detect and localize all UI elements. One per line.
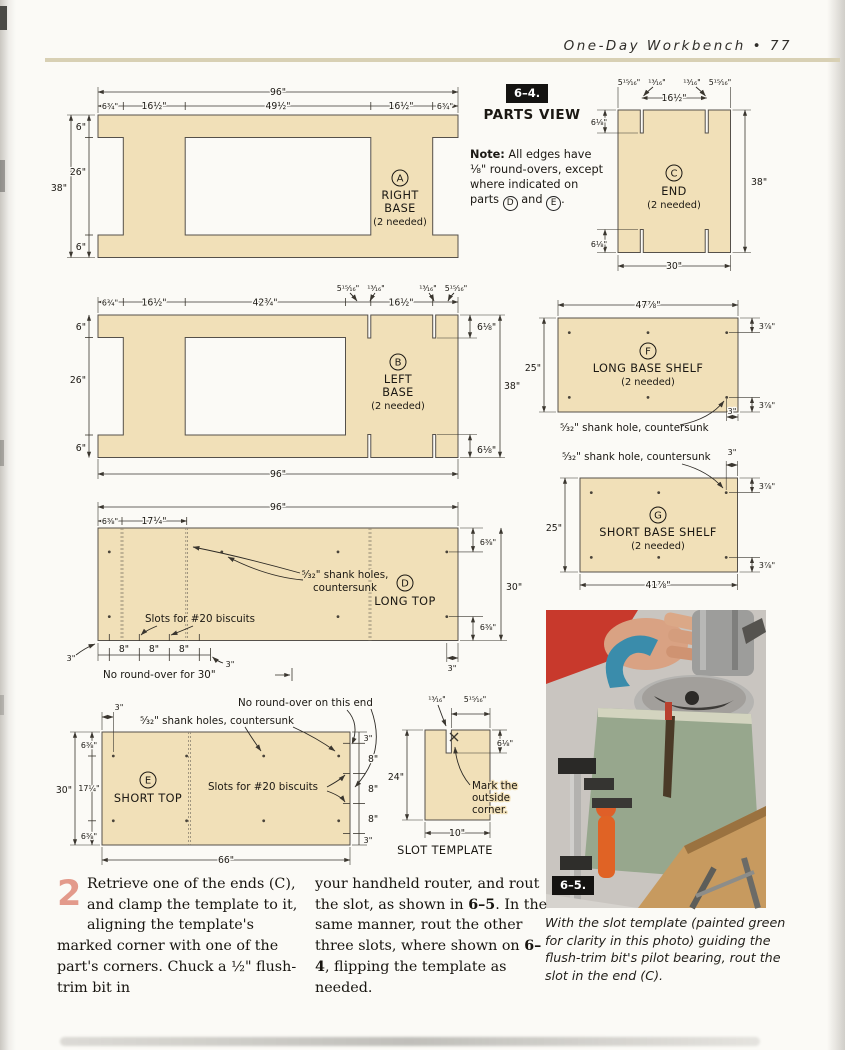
short-base-shelf-diagram [530,443,845,605]
dim-bottom-right [447,643,458,673]
scan-mark [0,6,7,30]
dim-label: 49½" [265,101,291,112]
dim-label: ¹³⁄₁₆" [367,284,385,293]
dim-label: 66" [217,855,235,866]
dim-top-segments [98,297,458,313]
dim-label: 6⅛" [590,118,608,127]
part-qty: (2 needed) [647,200,701,211]
dim-label: 16½" [388,101,414,112]
part-name: BASE [384,202,416,215]
dim-bottom-width [425,822,490,839]
dim-label: 41⅞" [645,580,671,591]
annotation: Slots for #20 biscuits [145,613,256,625]
dim-right-segments [352,732,378,845]
scan-mark [0,440,4,466]
body-column-2 [315,874,549,998]
dim-label: 30" [55,785,72,796]
dim-label: 5¹⁵⁄₁₆" [463,695,487,704]
figure-title: PARTS VIEW [483,107,581,123]
short-top-diagram [45,690,397,878]
note-text: and [517,192,547,206]
dim-slot-widths [618,78,732,108]
dim-label: 3⅞" [758,482,776,491]
dim-label: 6" [75,242,86,253]
dim-label: 6⅜" [479,538,497,547]
dim-label: 16½" [388,297,414,309]
dim-left-height [51,115,95,258]
dim-label: ¹³⁄₁₆" [648,78,666,87]
page-gutter-shadow [0,0,16,1050]
dim-label: 96" [269,469,287,480]
dim-label: 6⅛" [590,240,608,249]
dim-label: 3⅞" [758,401,776,410]
part-name: LONG TOP [374,595,436,608]
dim-label: 6¾" [101,102,119,111]
annotation: ⁵⁄₃₂" shank hole, countersunk [560,422,709,434]
dim-label: 42¾" [252,297,278,309]
note-label: Note: [470,148,505,161]
dim-label: 6⅛" [496,739,514,748]
dim-label: 5¹⁵⁄₁₆" [617,78,641,87]
scan-mark [0,160,5,192]
dim-label: 16½" [141,101,167,112]
annotation: ⁵⁄₃₂" shank holes, [301,569,389,581]
dim-label: 6⅜" [101,517,119,526]
dim-label: 3" [447,664,457,673]
dim-label: 17¼" [78,784,100,793]
dim-label: 38" [50,183,67,194]
part-qty: (2 needed) [631,541,685,552]
dim-label: 3" [363,734,373,743]
part-letter: D [401,578,409,590]
photo-illustration [546,610,766,908]
dim-label: 5¹⁵⁄₁₆" [444,284,468,293]
dim-label: 6¾" [101,298,119,308]
dim-label: 17¼" [141,516,167,527]
dim-label: ¹³⁄₁₆" [683,78,701,87]
part-name: LEFT [383,373,413,386]
dim-right-height [733,110,768,253]
dim-label: 3" [225,660,235,669]
dim-label: 26" [69,375,86,386]
dim-label: 30" [665,261,683,272]
part-name: RIGHT [381,189,419,202]
dim-label: 30" [506,582,523,593]
dim-label: 16½" [141,297,167,309]
dim-left-segments [70,115,93,258]
photo-caption: With the slot template (painted green for clarity in this photo) guiding the flush-trim bit's pilot bearing, rout the slot in the end (C). [545,915,786,983]
scan-mark [0,695,4,715]
dim-label: 5¹⁵⁄₁₆" [336,284,360,293]
annotation: countersunk [313,582,377,594]
dim-label: 3⅞" [758,322,776,331]
dim-label: 3" [363,836,373,845]
circled-letter-d: D [503,196,518,211]
dim-left-segments [78,732,99,845]
long-top-diagram [45,495,523,695]
dim-label: 6¾" [436,102,454,111]
part-name: SHORT BASE SHELF [599,526,717,539]
figure-ref: 6–4 [315,938,542,975]
dim-label: 5¹⁵⁄₁₆" [708,78,732,87]
dim-label: 26" [69,167,86,178]
photo-figure [546,610,766,908]
left-base-diagram [45,283,525,498]
part-letter: C [670,168,678,180]
figure-number-tag: 6–5. [552,876,594,895]
dim-label: 25" [545,523,562,534]
body-text: your handheld router, and rout the slot, as shown in [315,876,540,913]
dim-label: 8" [368,784,379,795]
annotation: Slots for #20 biscuits [208,781,319,793]
dim-label: 6" [75,122,86,133]
end-diagram [585,75,845,295]
dim-label: 38" [504,381,521,392]
dim-label: 38" [751,177,768,188]
part-name: LONG BASE SHELF [592,362,704,375]
annotation: Mark the [472,780,518,792]
annotation: ⁵⁄₃₂" shank hole, countersunk [562,451,711,463]
note-text: All edges have ⅛" round-overs, except where indicated on parts [470,148,604,206]
dim-right-side [449,528,522,641]
dim-label: 96" [269,87,287,98]
dim-label: 47⅞" [635,300,661,311]
dim-top-segments [98,516,187,527]
part-letter: G [654,510,662,522]
part-letter: A [396,173,404,185]
annotation: outside [472,792,510,804]
annotation: No round-over for 30" [103,669,216,681]
dim-slot-width [428,695,490,728]
body-column-1 [57,874,311,998]
slot-template-diagram [385,690,540,875]
part-letter: E [144,775,152,787]
step-number: 2 [57,874,82,914]
dim-label: 6" [75,443,86,454]
dim-top-segments [98,101,458,112]
part-qty: (2 needed) [621,377,675,388]
right-base-outline [98,115,458,258]
annotation: ⁵⁄₃₂" shank holes, countersunk [140,715,295,727]
dim-label: 8" [118,644,130,655]
part-name: SHORT TOP [113,792,183,805]
annotation: corner. [472,804,508,816]
dim-left-height [525,318,556,412]
note-text: . [561,192,565,206]
body-text: , flipping the template as needed. [315,958,507,996]
dim-label: 10" [448,828,466,839]
dim-label: ¹³⁄₁₆" [428,695,446,704]
dim-label: 3" [114,703,124,712]
dim-bottom-left [67,643,292,681]
dim-left-segments [70,315,93,458]
body-text: . In the same manner, rout the other three slots, where shown on [315,896,548,955]
header-rule [45,58,840,62]
dim-label: 6⅜" [80,741,98,750]
dim-left-height [546,478,578,572]
dim-label: 25" [524,363,541,374]
part-name: SLOT TEMPLATE [397,844,493,857]
dim-label: 3" [727,407,737,416]
dim-label: 6⅛" [477,322,497,333]
dim-label: 6" [75,322,86,333]
dim-label: 8" [178,644,190,655]
dim-label: 24" [387,772,404,783]
dim-label: 3" [727,448,737,457]
dim-top-width [558,300,738,316]
dim-bottom-width [618,255,731,272]
dim-label: 8" [368,814,379,825]
part-letter: F [645,346,651,358]
dim-label: 8" [148,644,160,655]
dim-label: 8" [368,754,379,765]
dim-label: 3⅞" [758,561,776,570]
running-head: One-Day Workbench • 77 [563,38,792,54]
part-letter: B [394,357,402,369]
body-text: Retrieve one of the ends (C), and clamp the template to it, aligning the template's marked corner with one of the part's corners. Chuck a ½" flush-trim bit in [57,876,298,996]
router-bit [665,702,672,720]
dim-label: 96" [269,502,287,513]
dim-label: 6⅜" [80,832,98,841]
figure-ref: 6–5 [468,896,496,913]
long-base-shelf-diagram [524,293,845,445]
part-name: BASE [382,386,414,399]
part-name: END [661,185,687,198]
dim-label: 16½" [661,93,687,104]
dim-label: 6⅛" [477,445,497,456]
dim-left-height [388,730,423,820]
annotation: No round-over on this end [238,697,373,709]
dim-label: 3" [66,654,76,663]
right-base-diagram [45,75,485,290]
dim-label: ¹³⁄₁₆" [419,284,437,293]
dim-bottom-width [580,574,738,591]
part-qty: (2 needed) [371,401,425,412]
drop-cap-box [57,874,87,918]
part-qty: (2 needed) [373,217,427,228]
scan-smudge [60,1037,760,1046]
dim-label: 6⅜" [479,623,497,632]
dim-bottom-width [102,847,350,866]
dim-bottom-width [98,459,458,480]
circled-letter-e: E [546,196,561,211]
figure-number-tag: 6–4. [506,84,548,103]
